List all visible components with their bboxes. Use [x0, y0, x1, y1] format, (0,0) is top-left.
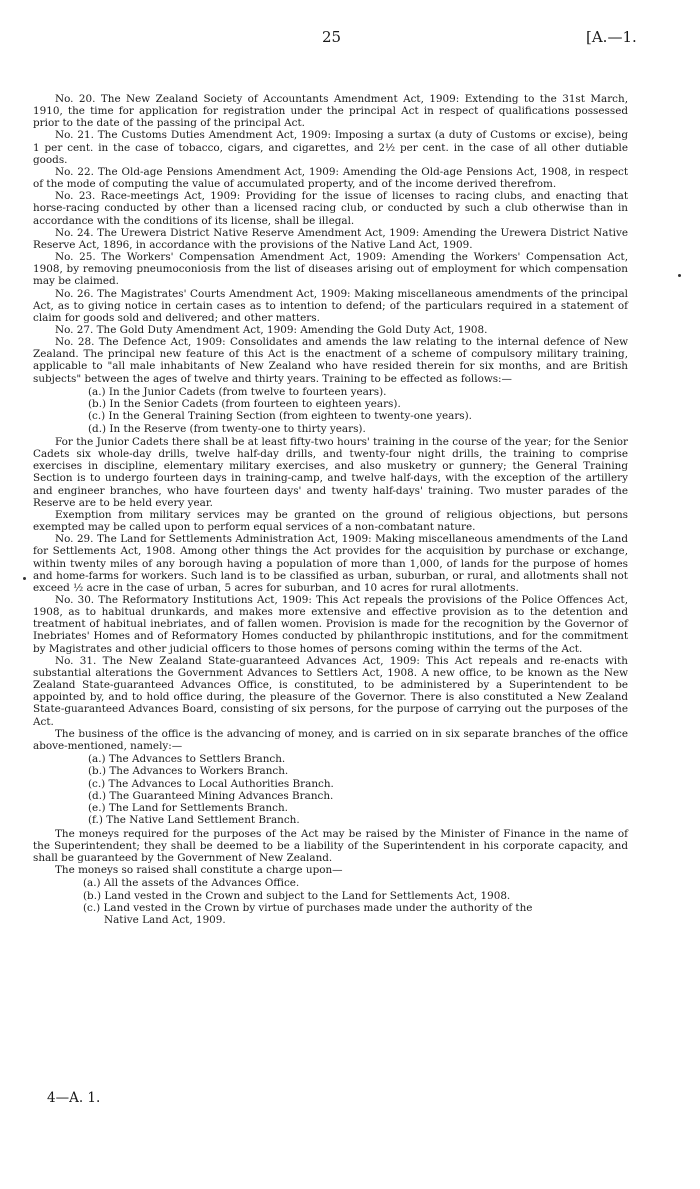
paragraph: No. 24. The Urewera District Native Reserve Amendment Act, 1909: Amending the Urewera District Native Reserve Act, 1896, in accordance with the provisions of the Native Land Act, 1909.	[33, 226, 628, 251]
footer-reference: 4—A. 1.	[47, 1090, 101, 1106]
charge-list	[83, 877, 628, 926]
list-item-continuation: Native Land Act, 1909.	[104, 914, 226, 927]
training-list	[88, 386, 628, 435]
paragraph: No. 26. The Magistrates' Courts Amendment Act, 1909: Making miscellaneous amendments of the principal Act, as to giving notice in certain cases as to intention to defend; of the particulars required in a statement of claim for goods sold and delivered; and other matters.	[33, 287, 628, 324]
list-item: (c.) The Advances to Local Authorities Branch.	[88, 777, 334, 790]
paragraph: No. 25. The Workers' Compensation Amendment Act, 1909: Amending the Workers' Compensation Act, 1908, by removing pneumoconiosis from the list of diseases arising out of employment for which compensation may be claimed.	[33, 251, 628, 288]
paragraph: No. 31. The New Zealand State-guaranteed Advances Act, 1909: This Act repeals and re-enacts with substantial alterations the Government Advances to Settlers Act, 1908. A new office, to be known as the New Zealand State-guaranteed Advances Office, is constituted, to be administered by a Superintendent to be appointed by, and to hold office during, the pleasure of the Governor. There is also constituted a New Zealand State-guaranteed Advances Board, consisting of six persons, for the purpose of carrying out the purposes of the Act.	[33, 654, 628, 728]
paragraph: The moneys so raised shall constitute a charge upon—	[55, 864, 343, 877]
list-item: (a.) In the Junior Cadets (from twelve to fourteen years).	[88, 385, 387, 398]
list-item: (b.) The Advances to Workers Branch.	[88, 765, 289, 778]
margin-dot-mark	[23, 577, 26, 580]
list-item: (e.) The Land for Settlements Branch.	[88, 802, 288, 815]
document-body	[33, 93, 628, 928]
page-header	[0, 28, 700, 48]
paragraph: No. 30. The Reformatory Institutions Act, 1909: This Act repeals the provisions of the Police Offences Act, 1908, as to habitual drunkards, and makes more extensive and effective provision as to the detention and treatment of habitual inebriates, and of fallen women. Provision is made for the recognition by the Governor of Inebriates' Homes and of Reformatory Homes conducted by philanthropic institutions, and for the commitment by Magistrates and other judicial officers to those homes of persons coming within the terms of the Act.	[33, 593, 628, 655]
list-item: (b.) Land vested in the Crown and subject to the Land for Settlements Act, 1908.	[83, 889, 511, 902]
paragraph: No. 27. The Gold Duty Amendment Act, 1909: Amending the Gold Duty Act, 1908.	[55, 323, 488, 336]
list-item: (f.) The Native Land Settlement Branch.	[88, 814, 300, 827]
paragraph: The business of the office is the advancing of money, and is carried on in six separate branches of the office above-mentioned, namely:—	[33, 727, 628, 752]
paragraph: No. 29. The Land for Settlements Administration Act, 1909: Making miscellaneous amendments of the Land for Settlements Act, 1908. Among other things the Act provides for the acquisition by purchase or exchange, within twenty miles of any borough having a population of more than 1,000, of lands for the purpose of homes and home-farms for workers. Such land is to be classified as urban, suburban, or rural, and allotments shall not exceed ½ acre in the case of urban, 5 acres for suburban, and 10 acres for rural allotments.	[33, 533, 628, 594]
paragraph: No. 20. The New Zealand Society of Accountants Amendment Act, 1909: Extending to the 31st March, 1910, the time for application for registration under the principal Act in respect of qualifications possessed prior to the date of the passing of the principal Act.	[33, 93, 628, 130]
list-item: (a.) The Advances to Settlers Branch.	[88, 753, 286, 765]
list-item: (c.) Land vested in the Crown by virtue of purchases made under the authority of the	[83, 902, 533, 914]
paragraph: The moneys required for the purposes of the Act may be raised by the Minister of Finance in the name of the Superintendent; they shall be deemed to be a liability of the Superintendent in his corporate capacity, and shall be guaranteed by the Government of New Zealand.	[33, 827, 628, 865]
page-reference: [A.—1.	[586, 28, 637, 46]
paragraph: For the Junior Cadets there shall be at least fifty-two hours' training in the course of the year; for the Senior Cadets six whole-day drills, twelve half-day drills, and twenty-four night drills, the training to comprise exercises in discipline, elementary military exercises, and also musketry or gunnery; the General Training Section is to undergo fourteen days in training-camp, and twelve half-days, with the exception of the artillery and engineer branches, who have fourteen days' and twenty half-days' training. Two muster parades of the Reserve are to be held every year.	[33, 435, 628, 509]
paragraph: No. 22. The Old-age Pensions Amendment Act, 1909: Amending the Old-age Pensions Act, 1908, in respect of the mode of computing the value of accumulated property, and of the income derived therefrom.	[33, 165, 628, 191]
page-number: 25	[322, 28, 342, 46]
list-item: (a.) All the assets of the Advances Office.	[83, 877, 300, 890]
list-item: (d.) The Guaranteed Mining Advances Branch.	[88, 789, 334, 802]
list-item: (d.) In the Reserve (from twenty-one to thirty years).	[88, 422, 366, 435]
paragraph: No. 28. The Defence Act, 1909: Consolidates and amends the law relating to the internal defence of New Zealand. The principal new feature of this Act is the enactment of a scheme of compulsory military training, applicable to "all male inhabitants of New Zealand who have resided therein for six months, and are British subjects" between the ages of twelve and thirty years. Training to be effected as follows:—	[33, 336, 628, 385]
paragraph: No. 21. The Customs Duties Amendment Act, 1909: Imposing a surtax (a duty of Customs or excise), being 1 per cent. in the case of tobacco, cigars, and cigarettes, and 2½ per cent. in the case of all other dutiable goods.	[33, 129, 628, 166]
margin-dot-mark	[678, 274, 681, 277]
branches-list	[88, 753, 628, 827]
paragraph: No. 23. Race-meetings Act, 1909: Providing for the issue of licenses to racing clubs, and enacting that horse-racing conducted by other than a licensed racing club, or conducted by such a club otherwise than in accordance with the conditions of its license, shall be illegal.	[33, 190, 628, 227]
list-item: (c.) In the General Training Section (from eighteen to twenty-one years).	[88, 410, 472, 423]
paragraph: Exemption from military services may be granted on the ground of religious objections, but persons exempted may be called upon to perform equal services of a non-combatant nature.	[33, 508, 628, 534]
list-item: (b.) In the Senior Cadets (from fourteen to eighteen years).	[88, 398, 401, 411]
